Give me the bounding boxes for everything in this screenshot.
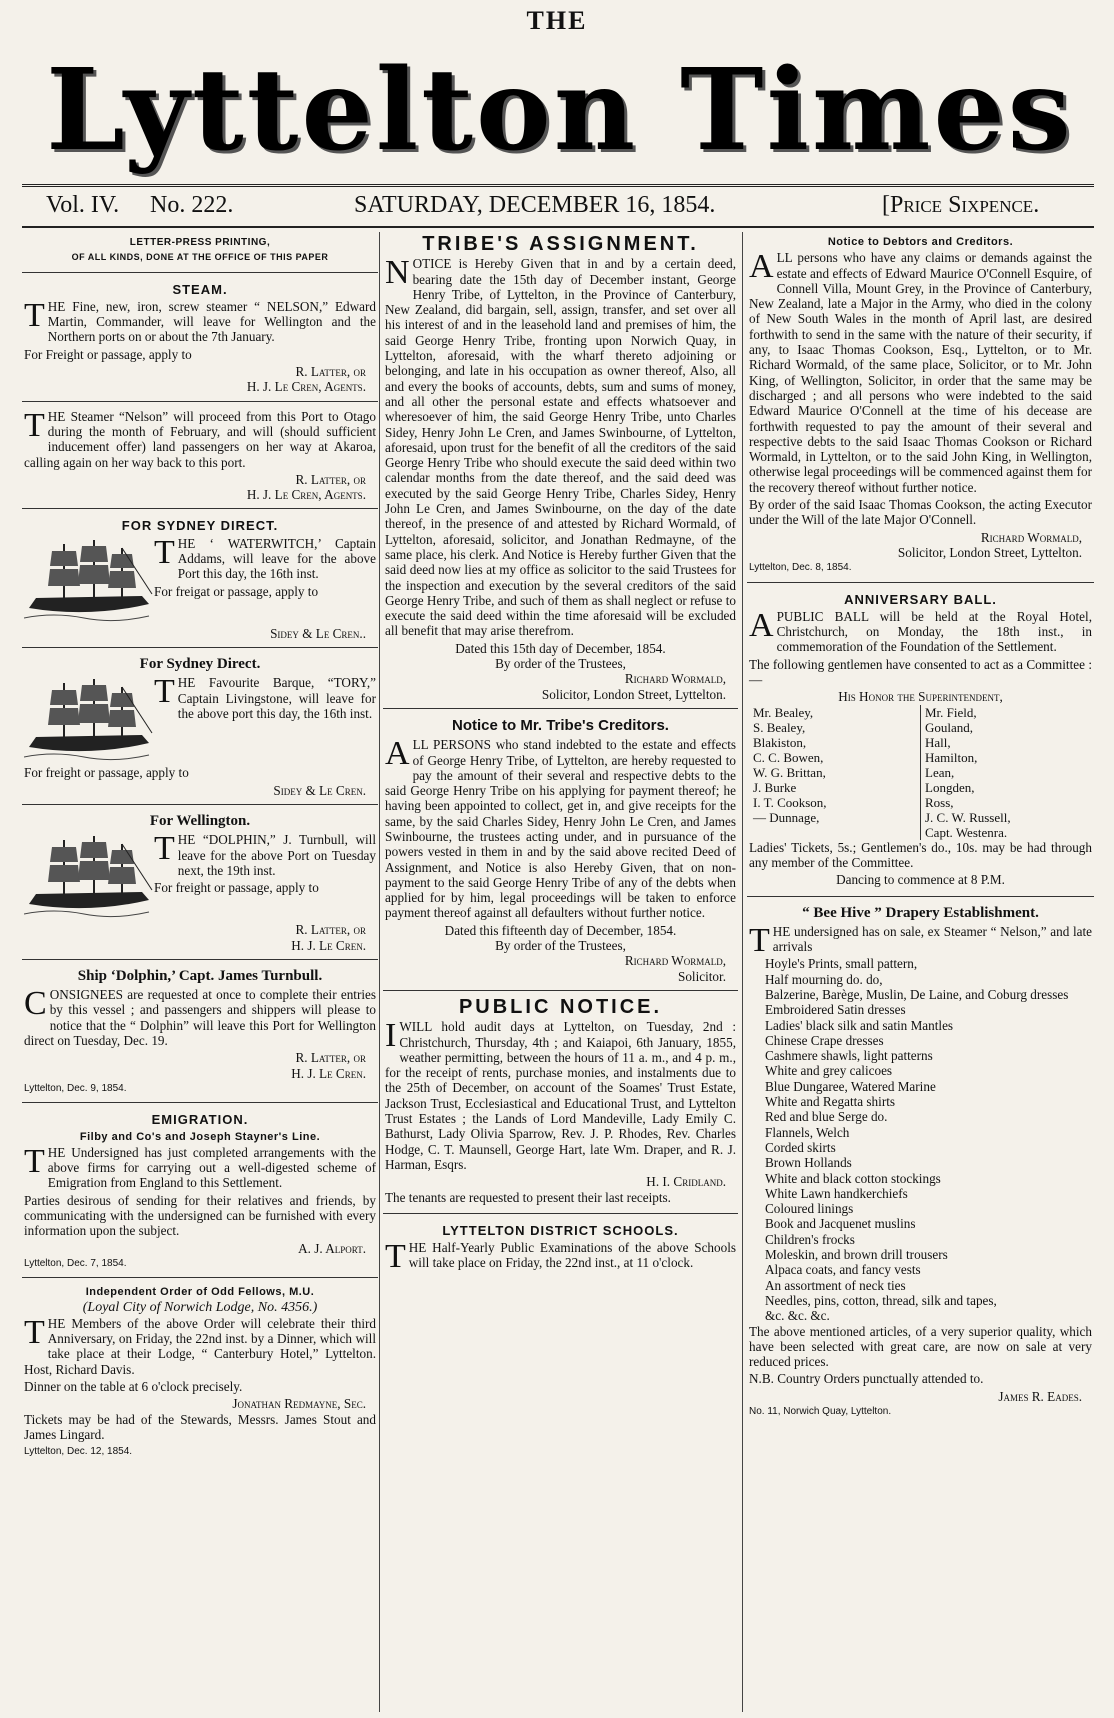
signature: H. J. Le Cren. — [291, 937, 366, 953]
ad-body: HE undersigned has on sale, ex Steamer “ Nelson,” and late arrivals — [772, 923, 1092, 955]
dated-line: Lyttelton, Dec. 12, 1854. — [24, 1446, 133, 1458]
drop-cap: T — [24, 1313, 45, 1351]
ad-line: For Freight or passage, apply to — [24, 346, 192, 362]
list-item: Half mourning do. do, — [765, 971, 883, 987]
list-item: White and grey calicoes — [765, 1063, 893, 1079]
ad-title: FOR SYDNEY DIRECT. — [121, 518, 279, 534]
ad-title: Notice to Mr. Tribe's Creditors. — [452, 716, 669, 734]
ad-title: PUBLIC NOTICE. — [458, 995, 663, 1018]
ad-body: HE Members of the above Order will celebrate their third Anniversary, on Friday, the 22nd inst. by a Dinner, which will take place at their Lodge, “ Canterbury Hotel,” Lyttelton. Host, Richard Davis. — [24, 1315, 376, 1377]
drop-cap: T — [154, 673, 175, 711]
list-item: White and Regatta shirts — [765, 1094, 896, 1110]
issue-number: No. 222. — [150, 192, 234, 218]
ad-line: For freight or passage, apply to — [154, 880, 319, 896]
column-2 — [383, 232, 738, 1283]
drop-cap: N — [385, 254, 410, 292]
dancing-line: Dancing to commence at 8 P.M. — [836, 872, 1005, 888]
signature: Jonathan Redmayne, Sec. — [232, 1396, 366, 1412]
list-item: Children's frocks — [765, 1231, 855, 1247]
signature: R. Latter, or — [295, 471, 366, 487]
ad-body-2: The following gentlemen have consented to act as a Committee :— — [749, 656, 1092, 688]
signature-title: Solicitor, London Street, Lyttelton. — [541, 686, 726, 702]
committee-member: I. T. Cookson, — [753, 794, 827, 810]
signature: H. J. Le Cren, Agents. — [246, 379, 366, 395]
dated-line: Dated this fifteenth day of December, 1854. — [444, 922, 677, 938]
drop-cap: T — [385, 1238, 406, 1276]
ad-body: LL PERSONS who stand indebted to the estate and effects of George Henry Tribe, of Lyttelton, are hereby requested to pay the amount of their several and respective debts to the said George Henry Tribe on his applying for payment thereof; he having been appointed to collect, get in, and give receipts for the same, by the said Charles Sidey, Henry John Le Cren, and James Swinbourne, the trustees acting under, and in pursuance of the powers vested in them in and by the said above recited Deed of Assignment, and Notice is also Hereby Given, that on non-payment to the said George Henry Tribe of any of the debts when applied for by him, legal proceedings will be taken to enforce payment thereof against all defaulters without further notice. — [385, 737, 736, 921]
ad-body: OTICE is Hereby Given that in and by a certain deed, bearing date the 15th day of December instant, George Henry Tribe, of Lyttelton, in the Province of Canterbury, New Zealand, did bargain, sell, assign, transfer, and set over all his interest of and in the leasehold land and premises of him, the said George Henry Tribe, fronting upon Norwich Quay, in Lyttelton, aforesaid, with the wharf thereto adjoining or belonging, and late in his occupation as owner thereof, Also, all and every the books of accounts, debts, sum and sums of money, and all other the personal estate and effects whatsoever and wheresoever of him, the said George Henry Tribe, unto Charles Sidey, Henry John Le Cren, and James Swinbourne, of Lyttelton, aforesaid, upon trust for the benefit of all the creditors of the said George Henry Tribe who should execute the said deed within two calendar months from the date thereof, and the said deed was executed by the said George Henry Tribe, Charles Sidey, Henry John Le Cren, and James Swinbourne, on the day of the date thereof, in the presence of and attested by Richard Wormald, of Lyttelton, aforesaid, solicitor, and Jonathan Redmayne, of the same place, his clerk. And Notice is Hereby further Given that the said deed now lies at my office as solicitor to the said Trustees for the inspection and execution by the several creditors of the said George Henry Tribe, and such of them as shall neglect or refuse to execute the said deed within the time aforesaid will be excluded all benefit that may arise therefrom. — [385, 256, 736, 639]
list-item: Coloured linings — [765, 1201, 854, 1217]
ship-illustration — [24, 832, 154, 922]
list-item: Red and blue Serge do. — [765, 1109, 888, 1125]
committee-list — [749, 705, 1092, 840]
column-rule — [742, 232, 743, 1712]
drop-cap: I — [385, 1017, 397, 1055]
list-item: Flannels, Welch — [765, 1124, 850, 1140]
ad-body: HE Undersigned has just completed arrangements with the above firms for carrying out a well-digested scheme of Emigration from England to this Settlement. — [47, 1144, 376, 1191]
ship-illustration — [24, 675, 154, 765]
drop-cap: A — [749, 248, 774, 286]
ad-body: HE Steamer “Nelson” will proceed from this Port to Otago during the month of February, and will (should sufficient inducement offer) land passengers on her way at Akaroa, calling again on her way back to this port. — [24, 408, 376, 470]
committee-member: Blakiston, — [753, 734, 807, 750]
ad-body: PUBLIC BALL will be held at the Royal Hotel, Christchurch, on Monday, the 18th inst., in commemoration of the Foundation of the Settlement. — [776, 608, 1092, 655]
ad-district-schools — [383, 1218, 738, 1279]
list-item: Embroidered Satin dresses — [765, 1002, 906, 1018]
ad-sydney-1 — [22, 513, 378, 648]
ad-title: For Wellington. — [149, 812, 251, 829]
ad-line: For freight or passage, apply to — [24, 765, 189, 781]
dateline-rule — [22, 226, 1094, 228]
ad-body: HE ‘ WATERWITCH,’ Captain Addams, will leave for the above Port this day, the 16th inst. — [177, 535, 376, 582]
address-line: No. 11, Norwich Quay, Lyttelton. — [749, 1406, 892, 1417]
ad-body: HE “DOLPHIN,” J. Turnbull, will leave for the above Port on Tuesday next, the 19th inst. — [177, 832, 376, 878]
drop-cap: T — [24, 1142, 45, 1180]
ad-debtors-creditors — [747, 232, 1094, 583]
price: [Price Sixpence. — [882, 192, 1040, 218]
ad-steam — [22, 277, 378, 402]
column-3 — [747, 232, 1094, 1429]
signature: James R. Eades. — [998, 1388, 1082, 1404]
list-item: Cashmere shawls, light patterns — [765, 1048, 933, 1064]
drop-cap: A — [749, 606, 774, 644]
ad-body-2: The tenants are requested to present their last receipts. — [385, 1189, 671, 1205]
ad-title: Independent Order of Odd Fellows, M.U. — [85, 1286, 315, 1299]
list-item: Moleskin, and brown drill trousers — [765, 1247, 948, 1263]
masthead-the: THE — [526, 6, 588, 35]
by-order: By order of the Trustees, — [495, 656, 626, 672]
ad-title: ANNIVERSARY BALL. — [844, 591, 997, 607]
signature: Richard Wormald, — [624, 671, 726, 687]
ad-body: LL persons who have any claims or demands against the estate and effects of Edward Maurice O'Connell Esquire, of Connell Villa, Mount Grey, in the Province of Canterbury, New Zealand, late a Major in the Army, who died in the colony of New South Wales in the month of April last, are desired forthwith to send in the same with the nature of their security, if any, to Isaac Thomas Cookson, Esq., Lyttelton, or to Mr. Richard Wormald, of the same place, Solicitor, or to Mr. John King, of Wellington, Solicitor, in order that the same may be discharged ; and all persons who were indebted to the said Edward Maurice O'Connell at the time of his decease are forthwith requested to pay the amount of their several and respective debts to the said Isaac Thomas Cookson or Richard Wormald, in Lyttelton, or to the said John King, in Wellington, otherwise legal proceedings will be commenced against them for the recovery thereof without further notice. — [749, 250, 1092, 495]
drop-cap: T — [24, 296, 45, 334]
ad-body-2: Parties desirous of sending for their relatives and friends, by communicating with the undersigned can be furnished with every information upon the subject. — [24, 1192, 376, 1239]
ad-body: HE Favourite Barque, “TORY,” Captain Livingstone, will leave for the above port this day, the 16th inst. — [177, 675, 376, 721]
ad-body-2: Dinner on the table at 6 o'clock precisely. — [24, 1378, 243, 1394]
signature: R. Latter, or — [295, 1050, 366, 1066]
ad-body-3: N.B. Country Orders punctually attended to. — [749, 1371, 984, 1387]
signature: Richard Wormald, — [624, 953, 726, 969]
goods-list — [749, 956, 1092, 1323]
committee-member: J. Burke — [753, 779, 797, 795]
issue-date: SATURDAY, DECEMBER 16, 1854. — [354, 192, 716, 218]
signature: H. J. Le Cren, Agents. — [246, 487, 366, 503]
ad-title: LETTER-PRESS PRINTING, — [129, 237, 271, 248]
ad-title: LYTTELTON DISTRICT SCHOOLS. — [442, 1222, 679, 1238]
ad-emigration — [22, 1107, 378, 1278]
ad-wellington — [22, 809, 378, 960]
ad-body-2: By order of the said Isaac Thomas Cookson, the acting Executor under the Will of the late Major O'Connell. — [749, 497, 1092, 528]
list-item: Chinese Crape dresses — [765, 1032, 884, 1048]
dated-line: Dated this 15th day of December, 1854. — [455, 640, 666, 656]
ad-body: WILL hold audit days at Lyttelton, on Tuesday, 2nd : Christchurch, Thursday, 4th ; and Kaiapoi, 6th January, 1855, weather permitting, between the hours of 11 a. m., and 4 p. m., for the receipt of rents, purchase monies, and instalments due to the 25th of December, on account of the Soames' Trust Estate, Jackson Trust, Ecclesiastical and Educational Trust, and Lyttelton Trust Estates ; the Lands of Lord Mandeville, Lady Emily C. Bathurst, Lady Olivia Sparrow, Rev. J. P. Rhodes, Rev. Charles Hodge, C. T. Maunsell, George Hart, late Wm. Draper, and R. J. Harman, Esqrs. — [385, 1019, 736, 1172]
ad-title: For Sydney Direct. — [139, 656, 261, 673]
ad-body-3: Tickets may be had of the Stewards, Messrs. James Stout and James Lingard. — [24, 1411, 376, 1442]
ad-title: TRIBE'S ASSIGNMENT. — [422, 233, 699, 255]
committee-member: Capt. Westenra. — [925, 824, 1008, 840]
committee-member: J. C. W. Russell, — [925, 809, 1011, 825]
ad-printing — [22, 232, 378, 273]
list-item: White and black cotton stockings — [765, 1170, 941, 1186]
dated-line: Lyttelton, Dec. 8, 1854. — [749, 562, 852, 574]
committee-member: Ross, — [925, 794, 954, 810]
signature: R. Latter, or — [295, 364, 366, 380]
drop-cap: C — [24, 985, 47, 1023]
signature: H. J. Le Cren. — [291, 1065, 366, 1081]
list-item: Alpaca coats, and fancy vests — [765, 1262, 921, 1278]
committee-member: Hamilton, — [925, 749, 978, 765]
ad-subtitle: Filby and Co's and Joseph Stayner's Line. — [79, 1130, 321, 1143]
committee-head: His Honor the Superintendent, — [838, 689, 1003, 705]
committee-member: W. G. Brittan, — [753, 764, 826, 780]
ad-dolphin — [22, 964, 378, 1103]
ad-title: “ Bee Hive ” Drapery Establishment. — [802, 904, 1039, 921]
committee-member: Lean, — [925, 764, 955, 780]
ad-body: ONSIGNEES are requested at once to complete their entries by this vessel ; and passengers and shippers will please to notice that the “ Dolphin” will leave this Port for Wellington direct on Tuesday, Dec. 19. — [24, 987, 376, 1049]
ad-title: STEAM. — [172, 281, 228, 297]
drop-cap: T — [154, 533, 175, 571]
drop-cap: T — [154, 830, 175, 868]
list-item: Blue Dungaree, Watered Marine — [765, 1078, 936, 1094]
tickets-line: Ladies' Tickets, 5s.; Gentlemen's do., 10s. may be had through any member of the Committee. — [749, 839, 1092, 870]
ad-bee-hive — [747, 901, 1094, 1426]
list-item: An assortment of neck ties — [765, 1277, 906, 1293]
list-item: Needles, pins, cotton, thread, silk and tapes, — [765, 1292, 997, 1308]
committee-member: Hall, — [925, 734, 951, 750]
drop-cap: T — [749, 921, 770, 959]
ad-line: For freigat or passage, apply to — [154, 583, 319, 599]
list-item: Brown Hollands — [765, 1155, 852, 1171]
volume: Vol. IV. — [46, 192, 120, 218]
list-item: Balzerine, Barège, Muslin, De Laine, and Coburg dresses — [765, 986, 1069, 1002]
committee-member: Gouland, — [925, 719, 974, 735]
signature: R. Latter, or — [295, 922, 366, 938]
ad-body-2: The above mentioned articles, of a very superior quality, which have been selected with great care, are now on sale at very reduced prices. — [749, 1323, 1092, 1370]
ship-illustration — [24, 536, 154, 626]
signature-title: Solicitor, London Street, Lyttelton. — [897, 544, 1082, 560]
signature: H. I. Cridland. — [646, 1174, 726, 1190]
ad-public-notice — [383, 995, 738, 1214]
ad-subtitle: OF ALL KINDS, DONE AT THE OFFICE OF THIS PAPER — [71, 252, 329, 263]
dated-line: Lyttelton, Dec. 9, 1854. — [24, 1082, 127, 1094]
ad-subtitle: (Loyal City of Norwich Lodge, No. 4356.) — [82, 1300, 318, 1316]
column-rule — [379, 232, 380, 1712]
ad-title: Notice to Debtors and Creditors. — [827, 236, 1014, 248]
ad-tribe-assignment — [383, 232, 738, 709]
drop-cap: T — [24, 406, 45, 444]
by-order: By order of the Trustees, — [495, 938, 626, 954]
ad-body: HE Fine, new, iron, screw steamer “ NELSON,” Edward Martin, Commander, will leave for Wellington and the Northern ports on or about the 7th January. — [47, 298, 376, 345]
drop-cap: A — [385, 735, 410, 773]
list-item: White Lawn handkerchiefs — [765, 1185, 908, 1201]
ad-sydney-2 — [22, 652, 378, 805]
signature-title: Solicitor. — [678, 968, 726, 984]
committee-member: C. C. Bowen, — [753, 749, 824, 765]
list-item: Book and Jacquenet muslins — [765, 1216, 916, 1232]
ad-title: Ship ‘Dolphin,’ Capt. James Turnbull. — [77, 967, 323, 984]
ad-title: EMIGRATION. — [151, 1112, 249, 1128]
committee-member: Mr. Bealey, — [753, 704, 814, 720]
signature: Richard Wormald, — [980, 529, 1082, 545]
ad-anniversary-ball — [747, 587, 1094, 897]
list-item: Hoyle's Prints, small pattern, — [765, 956, 918, 972]
ad-body: HE Half-Yearly Public Examinations of the above Schools will take place on Friday, the 22nd inst., at 11 o'clock. — [408, 1240, 736, 1271]
ad-steamer-nelson — [22, 406, 378, 510]
ad-tribe-creditors — [383, 713, 738, 991]
committee-member: Mr. Field, — [925, 704, 977, 720]
dateline — [22, 190, 1094, 224]
masthead-title: Lyttelton Times — [46, 45, 1074, 176]
top-rule — [22, 184, 1094, 187]
committee-member: — Dunnage, — [753, 809, 820, 825]
signature: Sidey & Le Cren.. — [270, 625, 366, 641]
committee-member: S. Bealey, — [753, 719, 806, 735]
dated-line: Lyttelton, Dec. 7, 1854. — [24, 1257, 127, 1269]
list-item: Corded skirts — [765, 1139, 836, 1155]
ad-odd-fellows — [22, 1282, 378, 1465]
signature: Sidey & Le Cren. — [273, 782, 366, 798]
list-item: &c. &c. &c. — [765, 1308, 830, 1324]
column-1 — [22, 232, 378, 1469]
committee-member: Longden, — [925, 779, 975, 795]
list-item: Ladies' black silk and satin Mantles — [765, 1017, 954, 1033]
signature: A. J. Alport. — [298, 1240, 366, 1256]
